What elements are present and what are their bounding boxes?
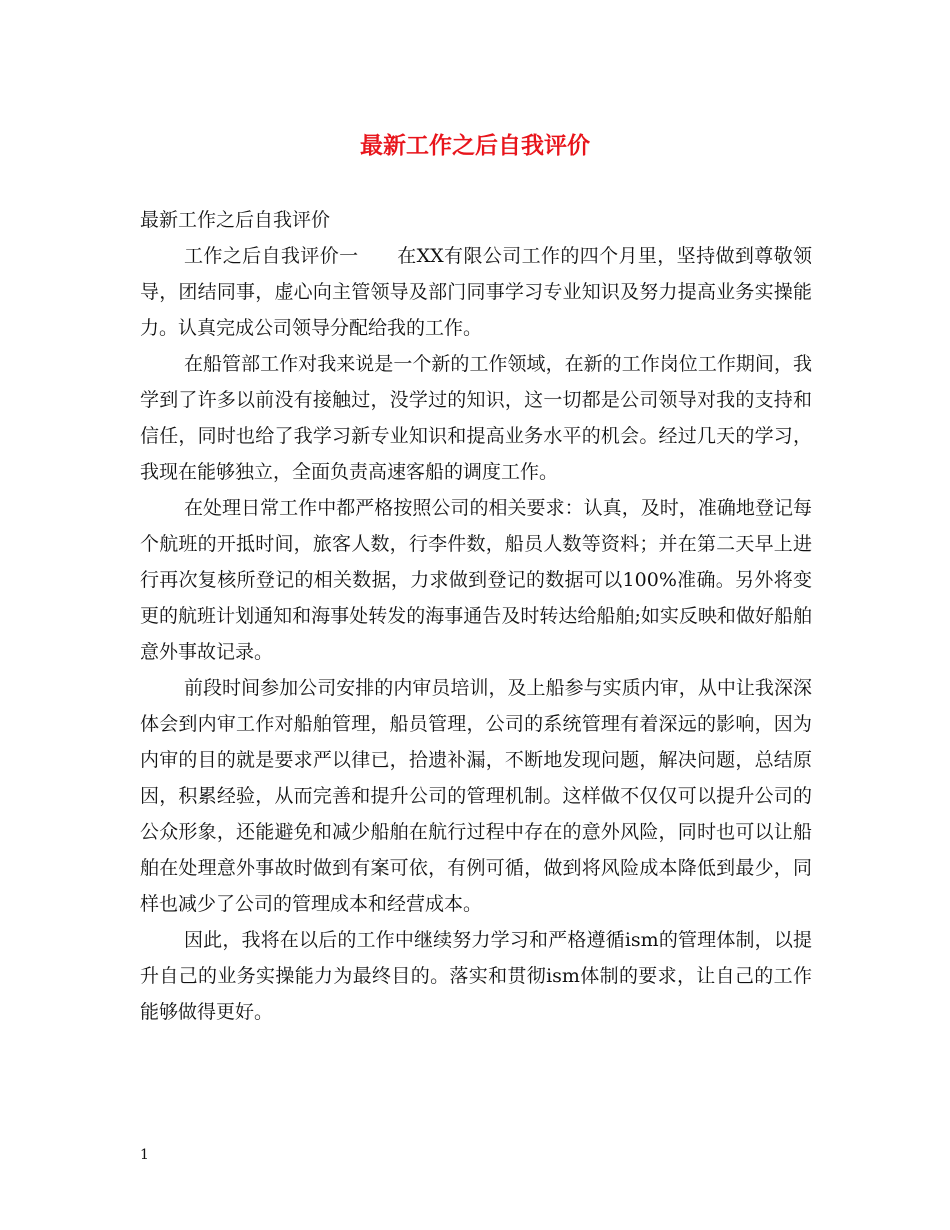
page-number: 1: [140, 1147, 149, 1163]
paragraph-3: 在处理日常工作中都严格按照公司的相关要求：认真，及时，准确地登记每个航班的开抵时间，旅客人数，行李件数，船员人数等资料；并在第二天早上进行再次复核所登记的相关数据，力求做到登记的数据可以100%准确。另外将变更的航班计划通知和海事处转发的海事通告及时转达给船舶;如实反映和做好船舶意外事故记录。: [140, 497, 812, 663]
document-title: 最新工作之后自我评价: [360, 132, 590, 159]
paragraph-1: 工作之后自我评价一 在XX有限公司工作的四个月里，坚持做到尊敬领导，团结同事，虚心向主管领导及部门同事学习专业知识及努力提高业务实操能力。认真完成公司领导分配给我的工作。: [140, 245, 812, 339]
document-body: [140, 202, 812, 1030]
document-subtitle: 最新工作之后自我评价: [140, 209, 331, 231]
paragraph-4: 前段时间参加公司安排的内审员培训，及上船参与实质内审，从中让我深深体会到内审工作对船舶管理，船员管理，公司的系统管理有着深远的影响，因为内审的目的就是要求严以律已，拾遗补漏，不断地发现问题，解决问题，总结原因，积累经验，从而完善和提升公司的管理机制。这样做不仅仅可以提升公司的公众形象，还能避免和减少船舶在航行过程中存在的意外风险，同时也可以让船舶在处理意外事故时做到有案可依，有例可循，做到将风险成本降低到最少，同样也减少了公司的管理成本和经营成本。: [140, 677, 812, 915]
paragraph-5: 因此，我将在以后的工作中继续努力学习和严格遵循ism的管理体制，以提升自己的业务实操能力为最终目的。落实和贯彻ism体制的要求，让自己的工作能够做得更好。: [140, 929, 812, 1023]
paragraph-2: 在船管部工作对我来说是一个新的工作领域，在新的工作岗位工作期间，我学到了许多以前没有接触过，没学过的知识，这一切都是公司领导对我的支持和信任，同时也给了我学习新专业知识和提高业务水平的机会。经过几天的学习，我现在能够独立，全面负责高速客船的调度工作。: [140, 353, 812, 483]
